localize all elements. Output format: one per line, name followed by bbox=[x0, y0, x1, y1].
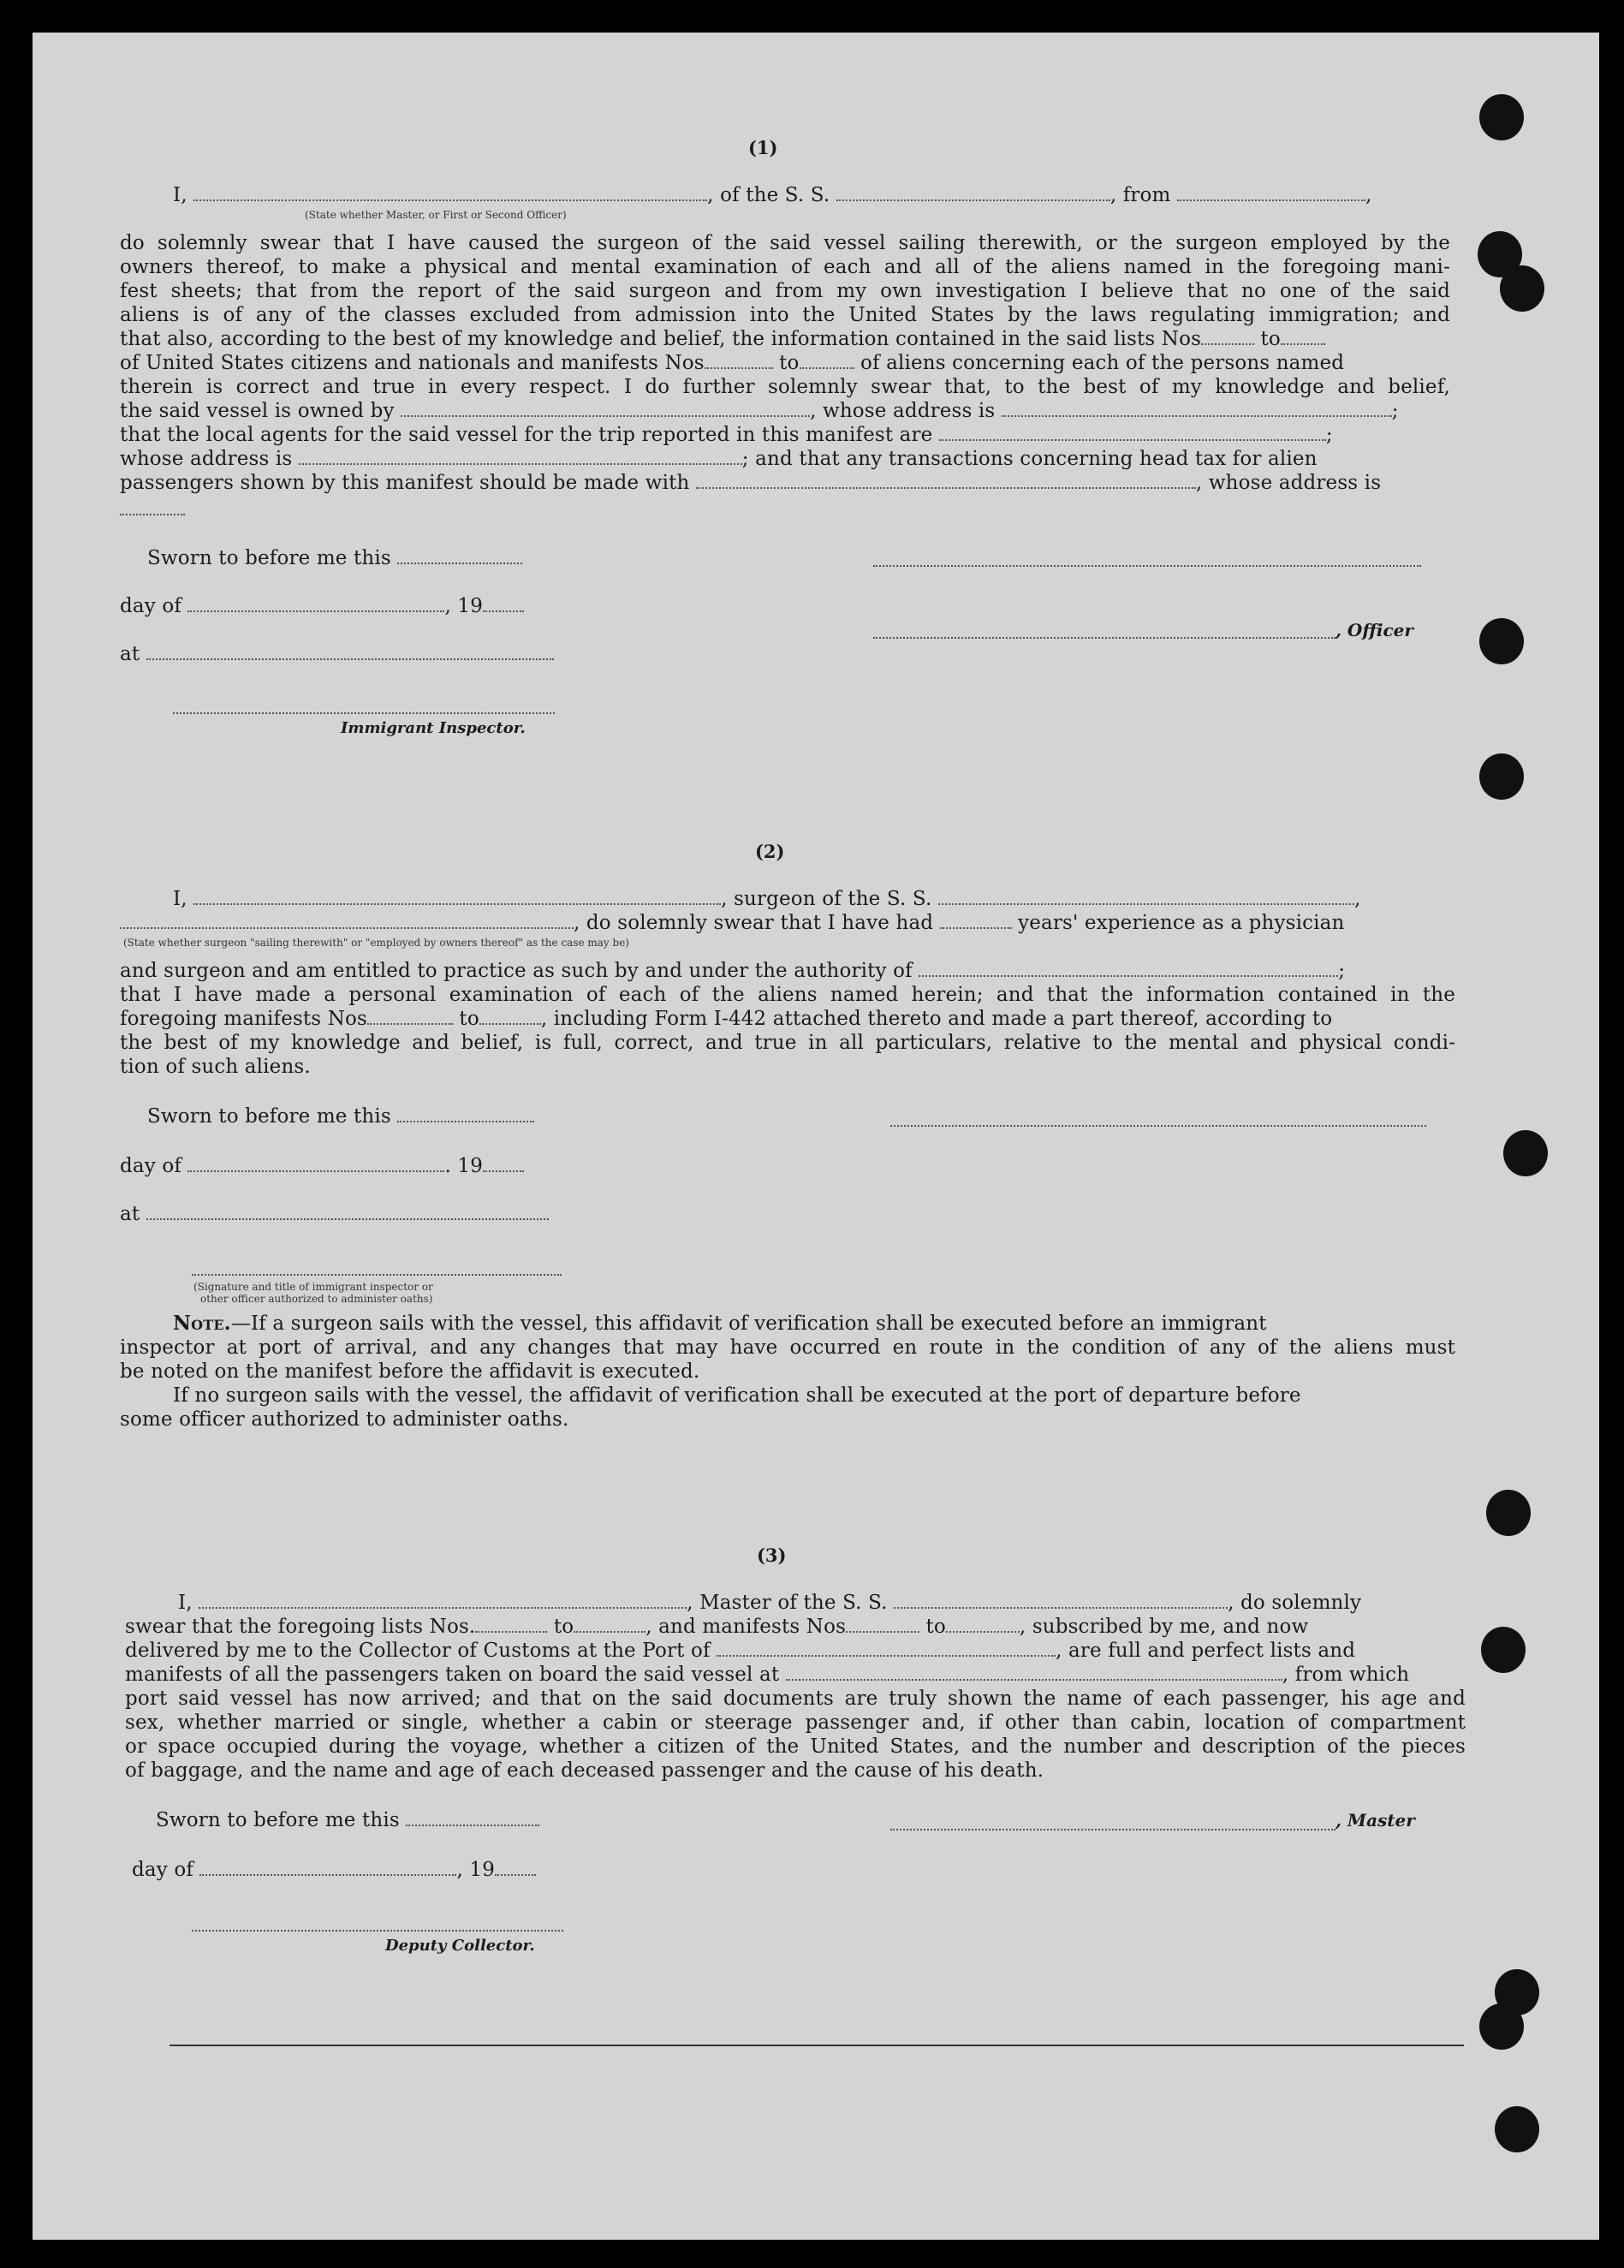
s3-lists-from-field[interactable] bbox=[475, 1616, 547, 1633]
lists-from-field[interactable] bbox=[1201, 328, 1254, 345]
s2-at-place-field[interactable] bbox=[146, 1203, 549, 1220]
s2-line-7: tion of such aliens. bbox=[120, 1056, 311, 1078]
s3-line-7: or space occupied during the voyage, whether a citizen of the United States, and the number and description of the pieces bbox=[125, 1735, 1466, 1758]
surgeon-note: (State whether surgeon "sailing therewith" or "employed by owners thereof" as the case may be) bbox=[123, 937, 629, 949]
s1-line-2: do solemnly swear that I have caused the surgeon of the said vessel sailing therewith, or the surgeon employed by the bbox=[120, 232, 1450, 254]
punch-hole bbox=[1479, 2003, 1524, 2050]
s2-line-5: foregoing manifests Nos to , including Form I-442 attached thereto and made a part thereof, according to bbox=[120, 1008, 1333, 1030]
s2-sworn-date-field[interactable] bbox=[397, 1105, 534, 1122]
s3-line-3: delivered by me to the Collector of Customs at the Port of , are full and perfect lists and bbox=[125, 1640, 1356, 1662]
s2-line-2: , do solemnly swear that I have had years' experience as a physician bbox=[120, 911, 1344, 935]
s3-sworn: Sworn to before me this bbox=[156, 1808, 539, 1832]
s1-line-10: that the local agents for the said vessel for the trip reported in this manifest are ; bbox=[120, 424, 1333, 446]
s3-manifests-to-field[interactable] bbox=[946, 1616, 1020, 1633]
from-port-field[interactable] bbox=[1177, 184, 1365, 201]
bottom-rule bbox=[170, 2045, 1464, 2046]
s1-line-1: I, , of the S. S. , from , bbox=[173, 184, 1372, 206]
s1-line-9: the said vessel is owned by , whose address is ; bbox=[120, 400, 1399, 422]
s1-at: at bbox=[120, 642, 554, 666]
s1-line-3: owners thereof, to make a physical and mental examination of each and all of the aliens named in the foregoing mani- bbox=[120, 256, 1450, 278]
day-of-field[interactable] bbox=[187, 595, 444, 612]
s3-line-4: manifests of all the passengers taken on board the said vessel at , from which bbox=[125, 1664, 1410, 1686]
master-name-field[interactable] bbox=[199, 1592, 687, 1609]
officer-title-field[interactable] bbox=[193, 184, 707, 201]
collector-label: Deputy Collector. bbox=[385, 1937, 535, 1955]
inspector-signature-line[interactable] bbox=[173, 712, 555, 714]
s2-sig-note-1: (Signature and title of immigrant inspector or bbox=[193, 1281, 433, 1293]
s1-line-4: fest sheets; that from the report of the said surgeon and from my own investigation I believe that no one of the said bbox=[120, 280, 1450, 302]
officer-label: , Officer bbox=[1335, 620, 1413, 640]
surgeon-name-field[interactable] bbox=[193, 888, 721, 905]
section-2-heading: (2) bbox=[755, 841, 785, 862]
s2-manifests-to-field[interactable] bbox=[479, 1008, 541, 1025]
s1-line-6: that also, according to the best of my knowledge and belief, the information contained in the said lists Nos to bbox=[120, 327, 1325, 351]
owner-address-field[interactable] bbox=[1002, 400, 1392, 417]
note-label: Note. bbox=[173, 1312, 231, 1335]
master-label: , Master bbox=[1335, 1810, 1415, 1830]
embarkation-port-field[interactable] bbox=[786, 1664, 1282, 1681]
agents-address-field[interactable] bbox=[299, 448, 742, 465]
punch-hole bbox=[1495, 2106, 1539, 2152]
s1-line-7: of United States citizens and nationals and manifests Nos to of aliens concerning each of the persons named bbox=[120, 352, 1345, 374]
s2-sworn: Sworn to before me this bbox=[147, 1104, 534, 1128]
surgeon-vessel-field[interactable] bbox=[938, 888, 1354, 905]
s2-year-field[interactable] bbox=[483, 1155, 524, 1172]
s2-note-line-1: Note.—If a surgeon sails with the vessel, this affidavit of verification shall be executed before an immigrant bbox=[173, 1312, 1267, 1335]
s2-at: at bbox=[120, 1202, 549, 1226]
s3-line-6: sex, whether married or single, whether a cabin or steerage passenger and, if other than cabin, location of compartment bbox=[125, 1711, 1466, 1734]
master-vessel-field[interactable] bbox=[894, 1592, 1228, 1609]
master-signature-line[interactable] bbox=[890, 1829, 1335, 1830]
s3-sworn-date-field[interactable] bbox=[406, 1809, 539, 1826]
officer-note: (State whether Master, or First or Second Officer) bbox=[305, 209, 567, 221]
s2-day-of-field[interactable] bbox=[187, 1155, 444, 1172]
local-agents-field[interactable] bbox=[939, 424, 1326, 441]
s1-day: day of , 19 bbox=[120, 594, 524, 618]
punch-hole bbox=[1503, 1130, 1548, 1176]
punch-hole bbox=[1479, 618, 1524, 664]
s1-sworn: Sworn to before me this bbox=[147, 546, 522, 570]
port-of-field[interactable] bbox=[717, 1640, 1056, 1657]
authority-field[interactable] bbox=[919, 960, 1338, 977]
s2-manifests-from-field[interactable] bbox=[367, 1008, 453, 1025]
s3-line-5: port said vessel has now arrived; and that on the said documents are truly shown the name of each passenger, his age and bbox=[125, 1688, 1466, 1710]
officer-signature-line[interactable] bbox=[873, 565, 1421, 567]
s2-day: day of . 19 bbox=[120, 1154, 524, 1178]
s2-note-line-5: some officer authorized to administer oaths. bbox=[120, 1408, 569, 1431]
s2-line-4: that I have made a personal examination of each of the aliens named herein; and that the information contained in the bbox=[120, 984, 1455, 1006]
s1-line-11: whose address is ; and that any transactions concerning head tax for alien bbox=[120, 448, 1318, 470]
year-field[interactable] bbox=[483, 595, 524, 612]
inspector-label: Immigrant Inspector. bbox=[341, 719, 526, 737]
s1-line-8: therein is correct and true in every respect. I do further solemnly swear that, to the best of my knowledge and belief, bbox=[120, 376, 1450, 398]
s2-note-line-3: be noted on the manifest before the affidavit is executed. bbox=[120, 1360, 700, 1383]
section-3-heading: (3) bbox=[757, 1545, 787, 1566]
s3-year-field[interactable] bbox=[495, 1859, 536, 1876]
officer-title-line[interactable] bbox=[873, 637, 1335, 639]
s2-inspector-signature-line[interactable] bbox=[192, 1274, 562, 1276]
s2-note-line-4: If no surgeon sails with the vessel, the affidavit of verification shall be executed at the port of departure before bbox=[173, 1384, 1301, 1407]
s2-note-line-2: inspector at port of arrival, and any changes that may have occurred en route in the condition of any of the aliens must bbox=[120, 1336, 1455, 1359]
sworn-date-field[interactable] bbox=[397, 547, 522, 564]
years-experience-field[interactable] bbox=[940, 912, 1012, 929]
surgeon-status-field[interactable] bbox=[120, 912, 574, 929]
s2-line-3: and surgeon and am entitled to practice as such by and under the authority of ; bbox=[120, 960, 1346, 982]
s3-line-1: I, , Master of the S. S. , do solemnly bbox=[178, 1592, 1362, 1614]
surgeon-signature-line[interactable] bbox=[890, 1125, 1426, 1127]
s3-line-8: of baggage, and the name and age of each deceased passenger and the cause of his death. bbox=[125, 1759, 1044, 1782]
at-place-field[interactable] bbox=[146, 643, 554, 660]
punch-hole bbox=[1479, 94, 1524, 140]
s2-line-1: I, , surgeon of the S. S. , bbox=[173, 888, 1361, 910]
punch-hole bbox=[1481, 1627, 1526, 1673]
manifests-to-field[interactable] bbox=[800, 352, 854, 369]
s3-day: day of , 19 bbox=[132, 1858, 536, 1882]
punch-hole bbox=[1486, 1490, 1531, 1536]
section-1-heading: (1) bbox=[748, 137, 778, 158]
form-page bbox=[33, 33, 1599, 2240]
s3-line-2: swear that the foregoing lists Nos. to , and manifests Nos to , subscribed by me, and now bbox=[125, 1616, 1309, 1638]
s1-line-12: passengers shown by this manifest should be made with , whose address is bbox=[120, 472, 1382, 494]
punch-hole bbox=[1500, 265, 1544, 312]
s3-manifests-from-field[interactable] bbox=[846, 1616, 919, 1633]
s2-line-6: the best of my knowledge and belief, is full, correct, and true in all particulars, relative to the mental and physical condi- bbox=[120, 1032, 1455, 1054]
s3-day-of-field[interactable] bbox=[199, 1859, 456, 1876]
collector-signature-line[interactable] bbox=[192, 1930, 563, 1932]
owner-field[interactable] bbox=[401, 400, 810, 417]
vessel-name-field[interactable] bbox=[836, 184, 1110, 201]
punch-hole bbox=[1479, 753, 1524, 800]
manifests-from-field[interactable] bbox=[705, 352, 773, 369]
s3-lists-to-field[interactable] bbox=[574, 1616, 645, 1633]
head-tax-address-line[interactable] bbox=[120, 514, 185, 515]
head-tax-contact-field[interactable] bbox=[696, 472, 1196, 489]
lists-to-field[interactable] bbox=[1281, 328, 1325, 345]
s2-sig-note-2: other officer authorized to administer oaths) bbox=[200, 1293, 433, 1305]
s1-line-5: aliens is of any of the classes excluded from admission into the United States by the laws regulating immigration; and bbox=[120, 304, 1450, 326]
